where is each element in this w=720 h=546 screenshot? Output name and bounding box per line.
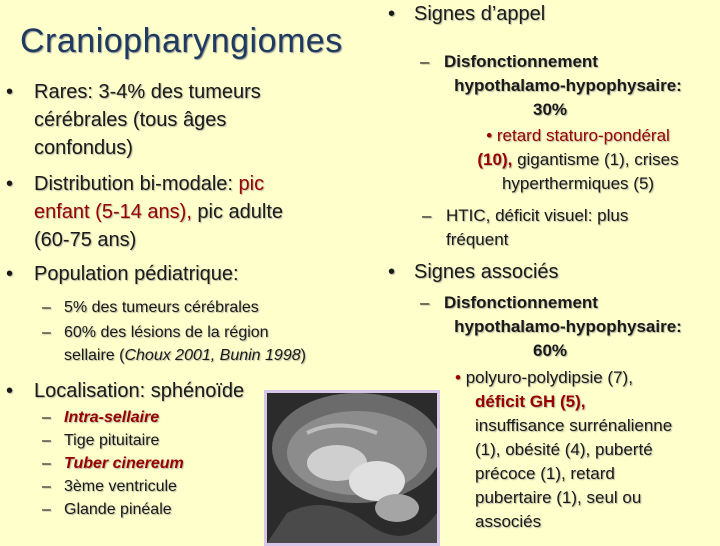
distribution-label: Distribution bi-modale: — [34, 173, 239, 195]
loc-item-glande-pineale: – Glande pinéale — [42, 501, 172, 518]
rares-line2: cérébrales (tous âges — [34, 109, 227, 131]
bullet-dot: • — [6, 173, 14, 195]
dysfonction-associes: – Disfonctionnement hypothalamo-hypophysaire: 60% — [420, 293, 682, 360]
signes-appel-label: Signes d’appel — [414, 3, 546, 25]
mri-scan-graphic — [267, 393, 437, 543]
loc-item-intra-sellaire: – Intra-sellaire — [42, 409, 160, 426]
sub-item-2: – 60% des lésions de la région sellaire (Choux 2001, Bunin 1998) — [42, 324, 306, 364]
bullet-dot: • — [6, 380, 14, 402]
right-bullet-signes-associes — [388, 258, 718, 286]
retard-count: (10), — [477, 150, 513, 169]
pic-adulte-range: (60-75 ans) — [34, 229, 137, 251]
citation: Choux 2001, Bunin 1998 — [124, 347, 301, 364]
localisation-list — [42, 406, 262, 521]
sub-bullet-dot: • — [486, 126, 493, 145]
rares-line1: Rares: 3-4% des tumeurs — [34, 81, 261, 103]
dysfonction-appel: – Disfonctionnement hypothalamo-hypophysaire: 30% — [420, 52, 682, 119]
population-sublist — [42, 296, 382, 367]
left-bullet-rares — [6, 78, 366, 162]
bullet-dot: • — [6, 81, 14, 103]
retard-line1: retard staturo-pondéral — [496, 126, 670, 145]
sub-bullet-dot: • — [455, 368, 461, 387]
right-bullet-signes-appel — [388, 0, 718, 28]
pic-enfant-word: pic — [238, 173, 265, 195]
localisation-label: Localisation: sphénoïde — [34, 380, 245, 402]
poly-subbullet: • polyuro-polydipsie (7), déficit GH (5), insuffisance surrénalienne (1), obésité (4), puberté précoce (1), retard pubertaire (1), seul ou associés — [455, 368, 673, 531]
sub-item-1: – 5% des tumeurs cérébrales — [42, 299, 259, 316]
bullet-dot: • — [6, 263, 14, 285]
slide-title: Craniopharyngiomes — [20, 22, 343, 60]
population-label: Population pédiatrique: — [34, 263, 239, 285]
rares-line3: confondus) — [34, 137, 133, 159]
htic-item: – HTIC, déficit visuel: plus fréquent — [422, 206, 629, 249]
signes-associes-label: Signes associés — [414, 261, 559, 283]
pic-enfant-range: enfant (5-14 ans), — [34, 201, 192, 223]
loc-item-tuber: – Tuber cinereum — [42, 455, 184, 472]
left-bullet-distribution — [6, 170, 366, 254]
pic-adulte: pic adulte — [191, 201, 284, 223]
retard-subbullet: • retard staturo-pondéral (10), gigantisme (1), crises hyperthermiques (5) — [477, 126, 679, 193]
bullet-dot: • — [388, 3, 396, 25]
bullet-dot: • — [388, 261, 396, 283]
mri-sagittal-image — [264, 390, 440, 546]
loc-item-tige: – Tige pituitaire — [42, 432, 160, 449]
loc-item-3eme-ventricule: – 3ème ventricule — [42, 478, 177, 495]
left-bullet-population — [6, 260, 366, 288]
